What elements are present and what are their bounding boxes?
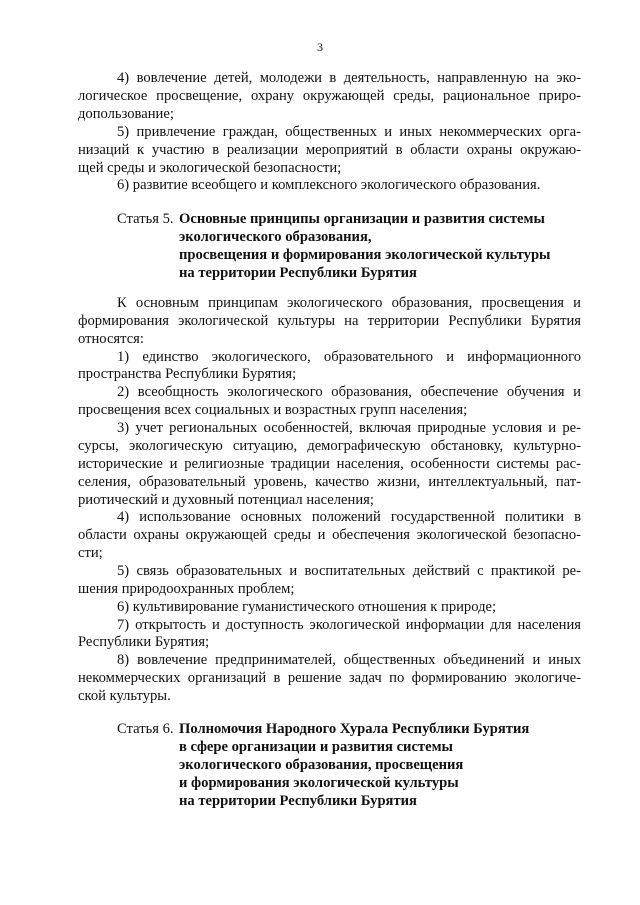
paragraph-line: сти; (78, 545, 103, 561)
paragraph-line: формирования экологической культуры на территории Республики Бурятия (78, 313, 581, 329)
paragraph-line: низаций к участию в реализации мероприятий в области охраны окружаю- (78, 142, 581, 158)
article-title-line: просвещения и формирования экологической культуры (179, 247, 551, 263)
paragraph-line: 5) связь образовательных и воспитательных действий с практикой ре- (117, 563, 581, 579)
paragraph-line: шения природоохранных проблем; (78, 581, 295, 597)
paragraph-line: 6) культивирование гуманистического отношения к природе; (117, 599, 497, 615)
paragraph-line: 1) единство экологического, образовательного и информационного (117, 349, 581, 365)
article-title-line: на территории Республики Бурятия (179, 265, 417, 281)
article-label: Статья 5. (117, 211, 174, 227)
paragraph-line: относятся: (78, 331, 144, 347)
paragraph-line: логическое просвещение, охрану окружающей среды, рациональное приро- (78, 88, 581, 104)
paragraph-line: 5) привлечение граждан, общественных и иных некоммерческих орга- (117, 124, 581, 140)
paragraph-line: ской культуры. (78, 688, 171, 704)
paragraph-line: 8) вовлечение предпринимателей, общественных объединений и иных (117, 652, 581, 668)
paragraph-line: пространства Республики Бурятия; (78, 366, 297, 382)
article-title-line: на территории Республики Бурятия (179, 793, 417, 809)
paragraph-line: щей среды и экологической безопасности; (78, 160, 342, 176)
paragraph-line: области охраны окружающей среды и обеспечения экологической безопасно- (78, 527, 581, 543)
paragraph-line: сурсы, экологическую ситуацию, демографическую обстановку, культурно- (78, 438, 581, 454)
paragraph-line: 6) развитие всеобщего и комплексного экологического образования. (117, 177, 541, 193)
paragraph-line: просвещения всех социальных и возрастных групп населения; (78, 402, 468, 418)
paragraph-line: некоммерческих организаций в решение задач по формированию экологиче- (78, 670, 581, 686)
paragraph-line: Республики Бурятия; (78, 634, 210, 650)
paragraph-line: исторические и религиозные традиции населения, особенности системы рас- (78, 456, 581, 472)
article-title-line: Основные принципы организации и развития системы (179, 211, 545, 227)
article-title-line: и формирования экологической культуры (179, 775, 459, 791)
paragraph-line: К основным принципам экологического образования, просвещения и (117, 295, 581, 311)
paragraph-line: 4) использование основных положений государственной политики в (117, 509, 581, 525)
paragraph-line: 7) открытость и доступность экологической информации для населения (117, 617, 581, 633)
page-number: 3 (317, 40, 323, 54)
paragraph-line: риотический и духовный потенциал населения; (78, 492, 374, 508)
article-title-line: в сфере организации и развития системы (179, 739, 453, 755)
article-title-line: экологического образования, (179, 229, 372, 245)
paragraph-line: 2) всеобщность экологического образования, обеспечение обучения и (117, 384, 581, 400)
article-label: Статья 6. (117, 721, 174, 737)
paragraph-line: 3) учет региональных особенностей, включая природные условия и ре- (117, 420, 581, 436)
article-title (179, 720, 529, 810)
paragraph-line: 4) вовлечение детей, молодежи в деятельность, направленную на эко- (117, 70, 581, 86)
article-title-line: Полномочия Народного Хурала Республики Бурятия (179, 721, 530, 737)
article-title-line: экологического образования, просвещения (179, 757, 464, 773)
article-title (179, 210, 550, 282)
paragraph-line: допользование; (78, 106, 174, 122)
paragraph-line: селения, образовательный уровень, качество жизни, интеллектуальный, пат- (78, 474, 581, 490)
